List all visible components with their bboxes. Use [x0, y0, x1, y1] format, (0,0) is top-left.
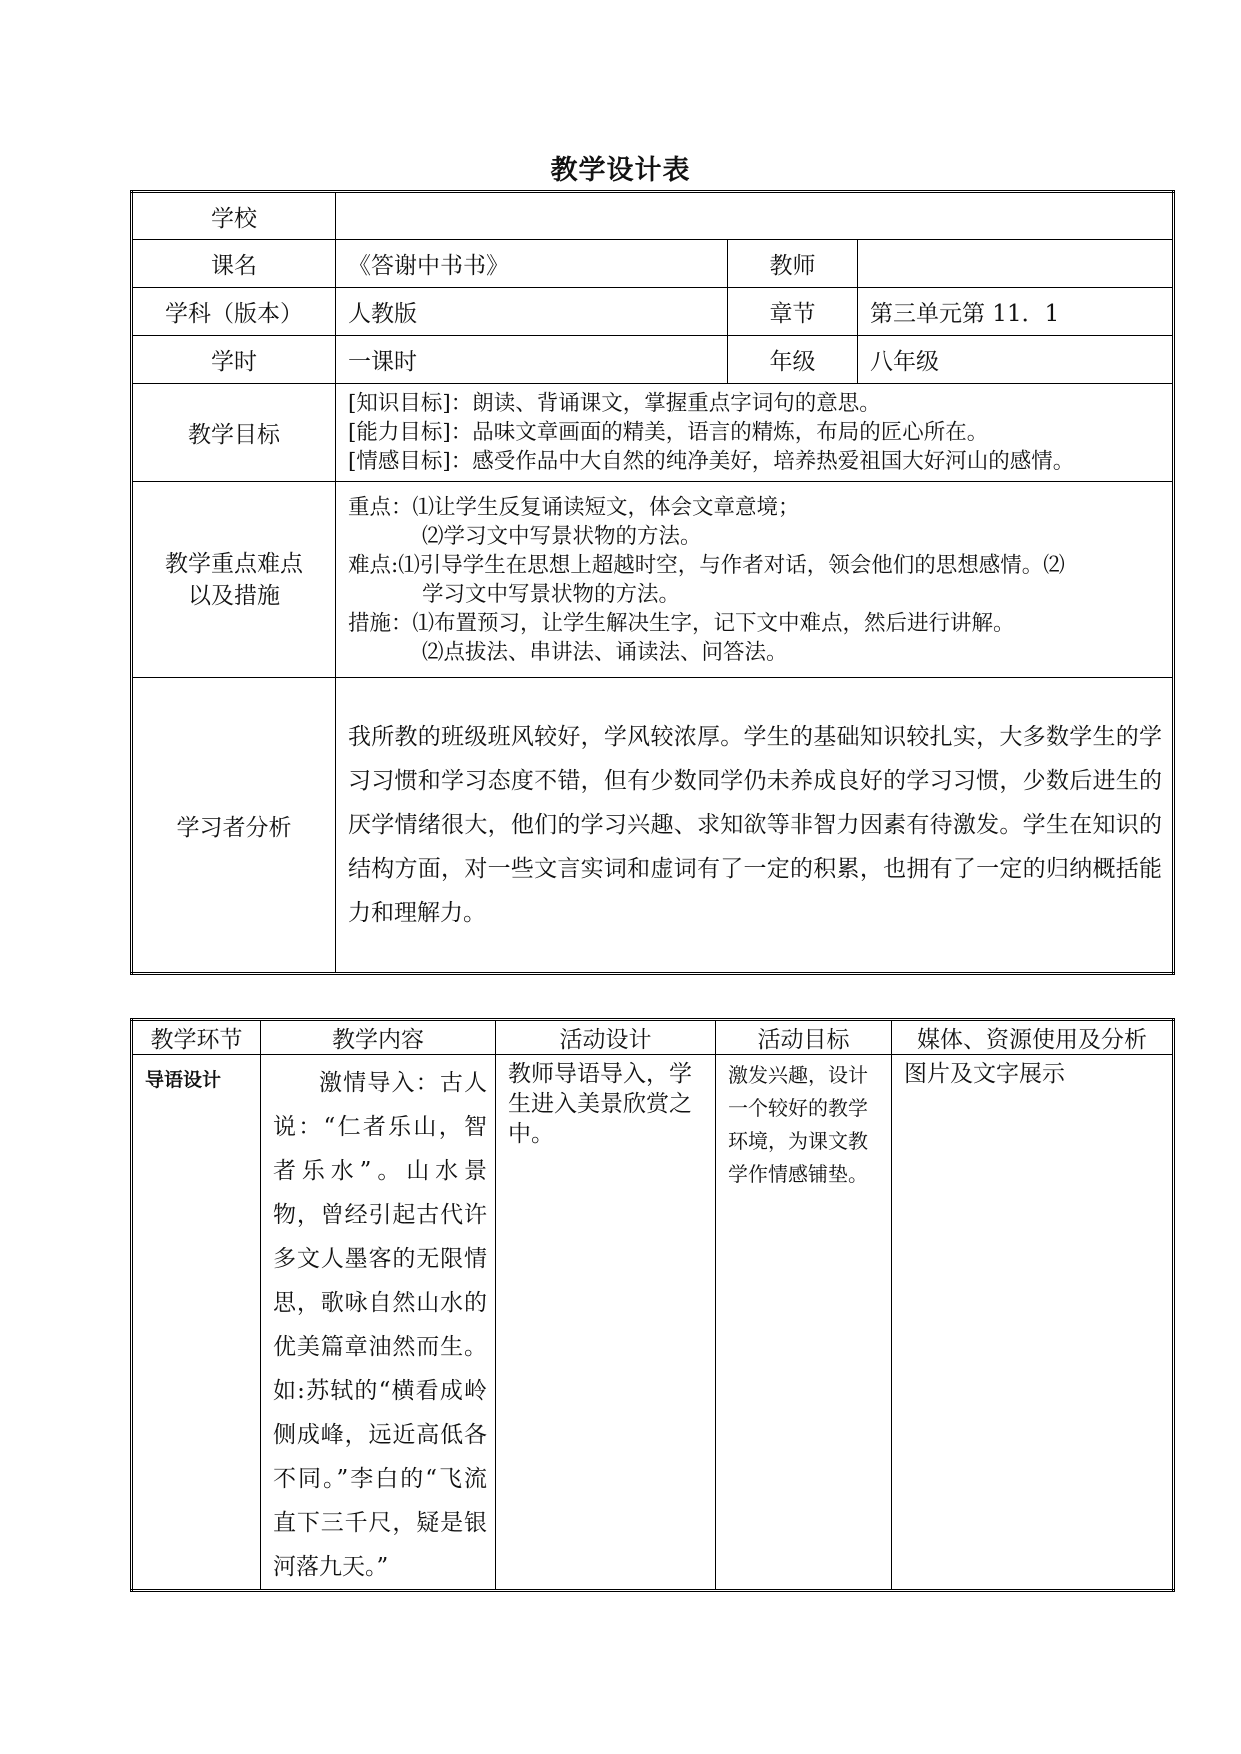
- content-cell: 激情导入：古人说：“仁者乐山，智者乐水”。山水景物，曾经引起古代许多文人墨客的无限情思，歌咏自然山水的优美篇章油然而生。如:苏轼的“横看成岭侧成峰，远近高低各不同。”李白的“飞流直下三千尺，疑是银河落九天。”: [261, 1055, 496, 1591]
- objective-knowledge: [知识目标]：朗读、背诵课文，掌握重点字词句的意思。: [348, 391, 881, 416]
- learner-label: 学习者分析: [132, 678, 336, 974]
- keypoints-label-line1: 教学重点难点: [165, 550, 303, 577]
- objective-emotion: [情感目标]：感受作品中大自然的纯净美好，培养热爱祖国大好河山的感情。: [348, 449, 1075, 474]
- objective-ability: [能力目标]：品味文章画面的精美，语言的精炼，布局的匠心所在。: [348, 420, 989, 445]
- difficulty-line: 难点:⑴引导学生在思想上超越时空，与作者对话，领会他们的思想感情。⑵: [348, 552, 1065, 578]
- keypoints-label-line2: 以及措施: [188, 582, 280, 609]
- row-course: [132, 240, 1174, 288]
- course-value: 《答谢中书书》: [336, 240, 728, 288]
- teaching-process-table: [130, 1018, 1175, 1592]
- table-row: [132, 1055, 1174, 1591]
- header-media: 媒体、资源使用及分析: [892, 1020, 1174, 1055]
- subject-label: 学科（版本）: [132, 288, 336, 336]
- page-title: 教学设计表: [550, 155, 691, 186]
- chapter-label: 章节: [728, 288, 858, 336]
- keypoints-cell: [336, 482, 1174, 678]
- header-stage: 教学环节: [132, 1020, 261, 1055]
- course-label: 课名: [132, 240, 336, 288]
- learner-analysis-text: 我所教的班级班风较好，学风较浓厚。学生的基础知识较扎实，大多数学生的学习习惯和学习态度不错，但有少数同学仍未养成良好的学习习惯，少数后进生的厌学情绪很大，他们的学习兴趣、求知欲等非智力因素有待激发。学生在知识的结构方面，对一些文言实词和虚词有了一定的积累，也拥有了一定的归纳概括能力和理解力。: [336, 678, 1174, 974]
- header-content: 教学内容: [261, 1020, 496, 1055]
- goal-cell: 激发兴趣，设计一个较好的教学环境，为课文教学作情感铺垫。: [716, 1055, 892, 1591]
- process-header-row: [132, 1020, 1174, 1055]
- keypoint-line: 重点：⑴让学生反复诵读短文，体会文章意境；: [348, 494, 800, 520]
- row-subject: [132, 288, 1174, 336]
- row-period: [132, 336, 1174, 384]
- school-label: 学校: [132, 192, 336, 240]
- school-value: [336, 192, 1174, 240]
- teacher-label: 教师: [728, 240, 858, 288]
- keypoint-line: ⑵学习文中写景状物的方法。: [422, 523, 702, 549]
- difficulty-line: 学习文中写景状物的方法。: [422, 581, 681, 607]
- lesson-info-table: [130, 190, 1175, 975]
- activity-cell: 教师导语导入，学生进入美景欣赏之中。: [496, 1055, 716, 1591]
- measure-line: 措施：⑴布置预习，让学生解决生字，记下文中难点，然后进行讲解。: [348, 610, 1015, 636]
- row-keypoints: [132, 482, 1174, 678]
- keypoints-label: [132, 482, 336, 678]
- period-value: 一课时: [336, 336, 728, 384]
- row-school: [132, 192, 1174, 240]
- header-activity: 活动设计: [496, 1020, 716, 1055]
- row-learner: [132, 678, 1174, 974]
- objectives-cell: [336, 384, 1174, 482]
- teacher-value: [858, 240, 1174, 288]
- header-goal: 活动目标: [716, 1020, 892, 1055]
- measure-line: ⑵点拔法、串讲法、诵读法、问答法。: [422, 639, 788, 665]
- stage-cell: 导语设计: [132, 1055, 261, 1591]
- subject-value: 人教版: [336, 288, 728, 336]
- grade-value: 八年级: [858, 336, 1174, 384]
- chapter-value: 第三单元第 11．1: [858, 288, 1174, 336]
- media-cell: 图片及文字展示: [892, 1055, 1174, 1591]
- grade-label: 年级: [728, 336, 858, 384]
- row-objectives: [132, 384, 1174, 482]
- objectives-label: 教学目标: [132, 384, 336, 482]
- period-label: 学时: [132, 336, 336, 384]
